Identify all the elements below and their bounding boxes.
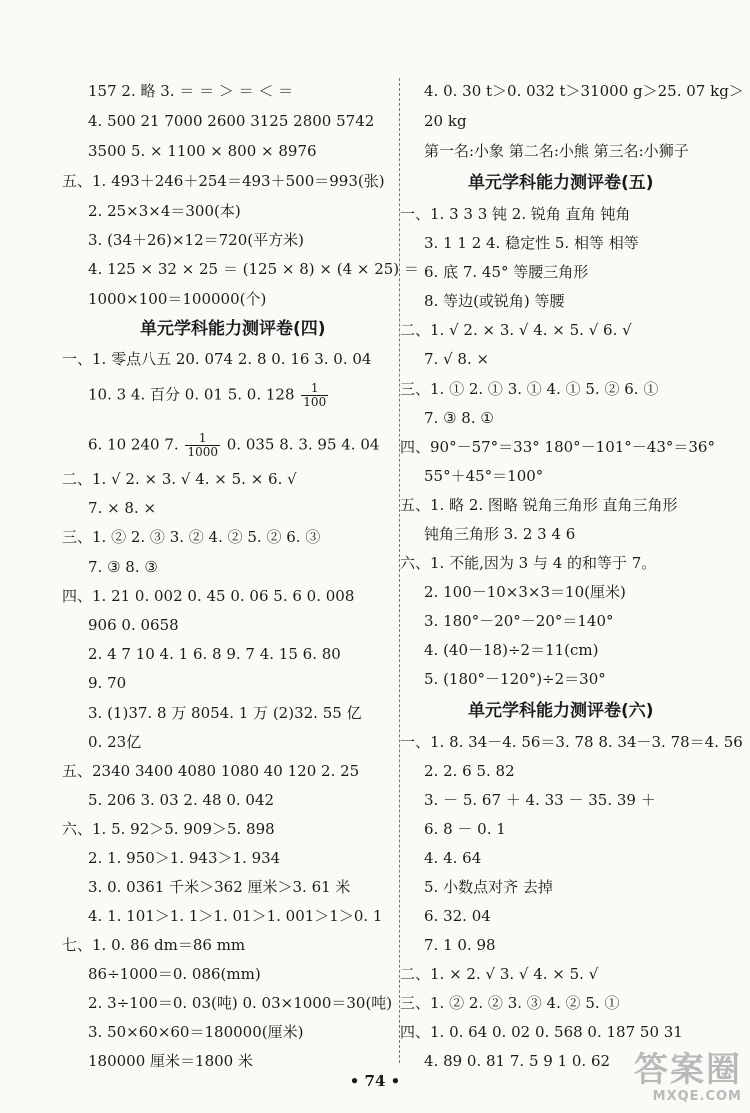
answer-line: 7. 1 0. 98 (424, 936, 496, 954)
answer-line: 4. 125 × 32 × 25 ＝ (125 × 8) × (4 × 25) ＝ (88, 260, 419, 278)
watermark-url: MXQE.COM (652, 1089, 742, 1104)
answer-line: 5. 小数点对齐 去掉 (424, 878, 553, 896)
answer-line: 二、1. × 2. √ 3. √ 4. × 5. √ (400, 965, 599, 983)
site-watermark (634, 1051, 742, 1105)
answer-line: 157 2. 略 3. ＝ ＝ ＞ ＝ ＜ ＝ (88, 82, 294, 100)
answer-line: 三、1. ② 2. ② 3. ③ 4. ② 5. ① (400, 994, 620, 1012)
fraction-numerator: 1 (301, 382, 328, 396)
answer-line: 8. 等边(或锐角) 等腰 (424, 292, 565, 310)
answer-line: 5. (180°－120°)÷2＝30° (424, 670, 606, 688)
answer-line: 2. 3÷100＝0. 03(吨) 0. 03×1000＝30(吨) (88, 994, 393, 1012)
answer-line: 55°＋45°＝100° (424, 467, 544, 485)
answer-line: 3. 1 1 2 4. 稳定性 5. 相等 相等 (424, 234, 639, 252)
section-title: 单元学科能力测评卷(四) (140, 319, 326, 339)
answer-line: 4. (40－18)÷2＝11(cm) (424, 641, 599, 659)
section-title: 单元学科能力测评卷(六) (468, 701, 654, 721)
answer-line: 一、1. 零点八五 20. 074 2. 8 0. 16 3. 0. 04 (62, 350, 372, 368)
answer-line: 1000×100＝100000(个) (88, 290, 267, 308)
answer-line: 2. 25×3×4＝300(本) (88, 202, 241, 220)
answer-line-with-fraction (88, 432, 379, 459)
answer-line: 2. 4 7 10 4. 1 6. 8 9. 7 4. 15 6. 80 (88, 645, 341, 663)
answer-line-with-fraction (88, 382, 330, 409)
answer-line: 五、2340 3400 4080 1080 40 120 2. 25 (62, 762, 360, 780)
answer-line: 六、1. 5. 92＞5. 909＞5. 898 (62, 820, 275, 838)
answer-line: 7. ③ 8. ① (424, 409, 494, 427)
answer-line: 3. 0. 0361 千米＞362 厘米＞3. 61 米 (88, 878, 351, 896)
answer-line: 一、1. 8. 34－4. 56＝3. 78 8. 34－3. 78＝4. 56 (400, 733, 743, 751)
answer-line: 7. √ 8. × (424, 350, 490, 368)
answer-line: 9. 70 (88, 674, 127, 692)
answer-line: 7. ③ 8. ③ (88, 558, 158, 576)
answer-line: 4. 0. 30 t＞0. 032 t＞31000 g＞25. 07 kg＞ (424, 82, 744, 100)
answer-line: 四、1. 21 0. 002 0. 45 0. 06 5. 6 0. 008 (62, 587, 355, 605)
answer-text: 10. 3 4. 百分 0. 01 5. 0. 128 (88, 385, 295, 404)
answer-text: 0. 035 8. 3. 95 4. 04 (226, 435, 380, 454)
answer-line: 6. 底 7. 45° 等腰三角形 (424, 263, 589, 281)
answer-line: 3. 50×60×60＝180000(厘米) (88, 1023, 304, 1041)
answer-line: 180000 厘米＝1800 米 (88, 1052, 253, 1070)
answer-line: 六、1. 不能,因为 3 与 4 的和等于 7。 (400, 554, 657, 572)
answer-line: 2. 100－10×3×3＝10(厘米) (424, 583, 626, 601)
answer-line: 20 kg (424, 112, 467, 130)
answer-line: 906 0. 0658 (88, 616, 179, 634)
answer-line: 七、1. 0. 86 dm＝86 mm (62, 936, 246, 954)
fraction (301, 382, 328, 409)
answer-line: 三、1. ② 2. ③ 3. ② 4. ② 5. ② 6. ③ (62, 528, 321, 546)
answer-line: 五、1. 493＋246＋254＝493＋500＝993(张) (62, 172, 385, 190)
answer-line: 三、1. ① 2. ① 3. ① 4. ① 5. ② 6. ① (400, 380, 659, 398)
answer-line: 二、1. √ 2. × 3. √ 4. × 5. √ 6. √ (400, 321, 632, 339)
answer-line: 5. 206 3. 03 2. 48 0. 042 (88, 791, 275, 809)
answer-line: 第一名:小象 第二名:小熊 第三名:小狮子 (424, 142, 689, 160)
answer-line: 0. 23亿 (88, 733, 142, 751)
answer-line: 四、1. 0. 64 0. 02 0. 568 0. 187 50 31 (400, 1023, 683, 1041)
fraction (185, 432, 220, 459)
answer-line: 7. × 8. × (88, 499, 157, 517)
answer-line: 五、1. 略 2. 图略 锐角三角形 直角三角形 (400, 496, 678, 514)
answer-text: 6. 10 240 7. (88, 435, 179, 454)
answer-line: 4. 500 21 7000 2600 3125 2800 5742 (88, 112, 375, 130)
answer-line: 3. 180°－20°－20°＝140° (424, 612, 614, 630)
answer-line: 2. 1. 950＞1. 943＞1. 934 (88, 849, 281, 867)
section-title: 单元学科能力测评卷(五) (468, 173, 654, 193)
fraction-denominator: 1000 (187, 445, 218, 459)
fraction-denominator: 100 (303, 395, 327, 409)
answer-line: 86÷1000＝0. 086(mm) (88, 965, 261, 983)
page-number: • 74 • (349, 1072, 401, 1090)
answer-line: 4. 4. 64 (424, 849, 482, 867)
answer-line: 6. 8 － 0. 1 (424, 820, 506, 838)
answer-line: 3. (1)37. 8 万 8054. 1 万 (2)32. 55 亿 (88, 704, 362, 722)
fraction-numerator: 1 (185, 432, 220, 446)
answer-line: 四、90°－57°＝33° 180°－101°－43°＝36° (400, 438, 715, 456)
answer-line: 4. 1. 101＞1. 1＞1. 01＞1. 001＞1＞0. 1 (88, 907, 383, 925)
answer-line: 4. 89 0. 81 7. 5 9 1 0. 62 (424, 1052, 611, 1070)
answer-line: 3500 5. × 1100 × 800 × 8976 (88, 142, 317, 160)
answer-line: 二、1. √ 2. × 3. √ 4. × 5. × 6. √ (62, 470, 297, 488)
answer-line: 2. 2. 6 5. 82 (424, 762, 515, 780)
answer-line: 3. － 5. 67 ＋ 4. 33 － 35. 39 ＋ (424, 791, 656, 809)
answer-line: 3. (34＋26)×12＝720(平方米) (88, 231, 304, 249)
answer-line: 6. 32. 04 (424, 907, 491, 925)
answer-line: 一、1. 3 3 3 钝 2. 锐角 直角 钝角 (400, 205, 631, 223)
answer-line: 钝角三角形 3. 2 3 4 6 (424, 525, 576, 543)
watermark-logo-text: 答案圈 (634, 1050, 742, 1090)
